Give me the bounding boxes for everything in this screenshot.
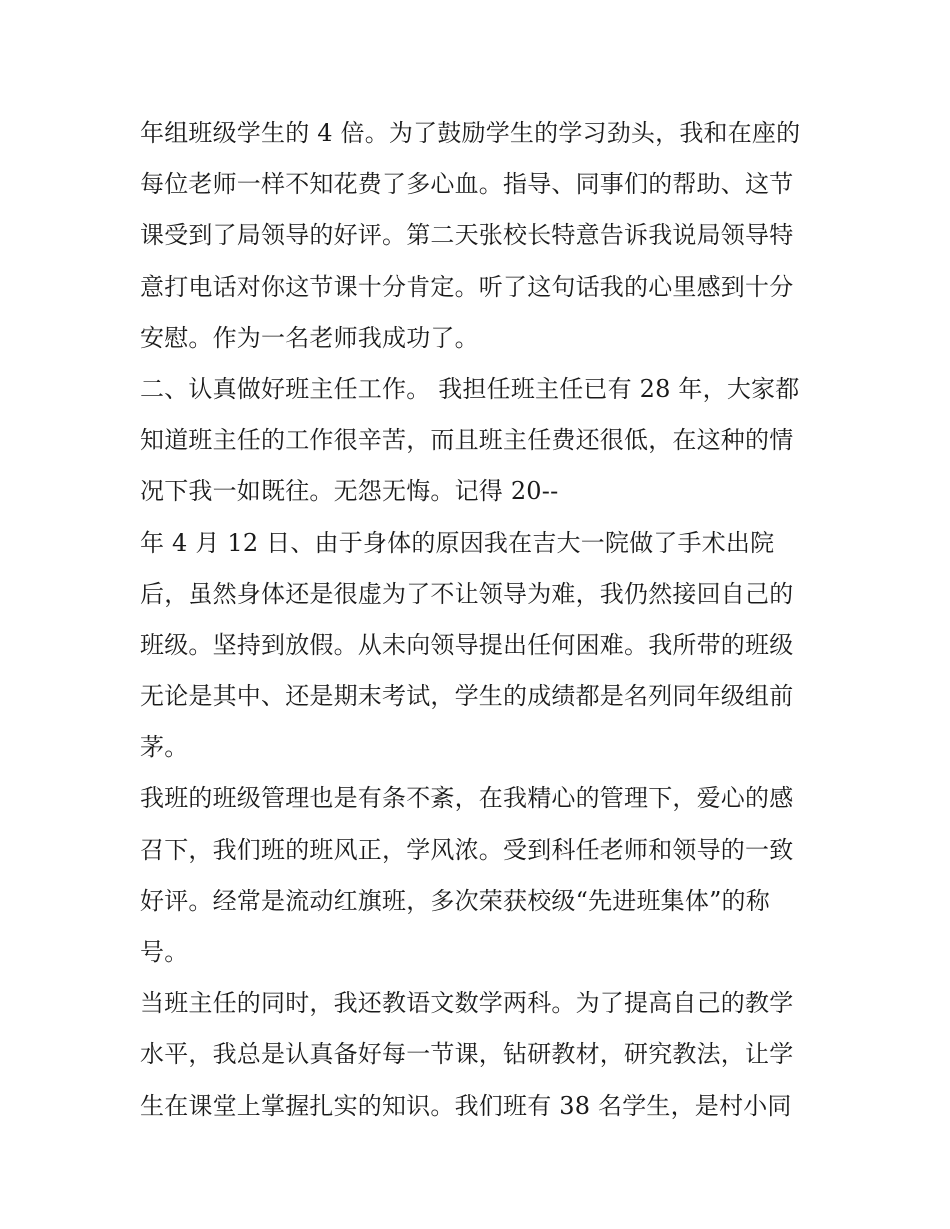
text-line: 安慰。作为一名老师我成功了。 xyxy=(140,323,479,352)
text-line: 生在课堂上掌握扎实的知识。我们班有 38 名学生，是村小同 xyxy=(140,1091,792,1120)
text-line: 后，虽然身体还是很虚为了不让领导为难，我仍然接回自己的 xyxy=(140,579,794,608)
text-line: 课受到了局领导的好评。第二天张校长特意告诉我说局领导特 xyxy=(140,221,794,250)
text-line: 号。 xyxy=(140,938,189,966)
text-line: 二、认真做好班主任工作。 我担任班主任已有 28 年，大家都 xyxy=(140,374,800,403)
text-line: 年 4 月 12 日、由于身体的原因我在吉大一院做了手术出院 xyxy=(140,528,775,557)
text-line: 知道班主任的工作很辛苦，而且班主任费还很低，在这种的情 xyxy=(140,426,794,455)
text-line: 意打电话对你这节课十分肯定。听了这句话我的心里感到十分 xyxy=(140,272,794,301)
text-line: 年组班级学生的 4 倍。为了鼓励学生的学习劲头，我和在座的 xyxy=(140,119,801,147)
text-line: 况下我一如既往。无怨无悔。记得 20-- xyxy=(140,477,559,506)
text-line: 我班的班级管理也是有条不紊，在我精心的管理下，爱心的感 xyxy=(140,784,794,813)
text-line: 水平，我总是认真备好每一节课，钻研教材，研究教法，让学 xyxy=(140,1040,794,1069)
text-line: 召下，我们班的班风正，学风浓。受到科任老师和领导的一致 xyxy=(140,835,794,864)
text-line: 班级。坚持到放假。从未向领导提出任何困难。我所带的班级 xyxy=(140,630,794,659)
text-line: 好评。经常是流动红旗班，多次荣获校级“先进班集体”的称 xyxy=(140,886,770,915)
text-line: 茅。 xyxy=(140,733,189,762)
text-line: 无论是其中、还是期末考试，学生的成绩都是名列同年级组前 xyxy=(140,682,794,711)
text-line: 当班主任的同时，我还教语文数学两科。为了提高自己的教学 xyxy=(140,989,794,1018)
text-line: 每位老师一样不知花费了多心血。指导、同事们的帮助、这节 xyxy=(140,170,794,199)
document-body xyxy=(140,108,830,1132)
